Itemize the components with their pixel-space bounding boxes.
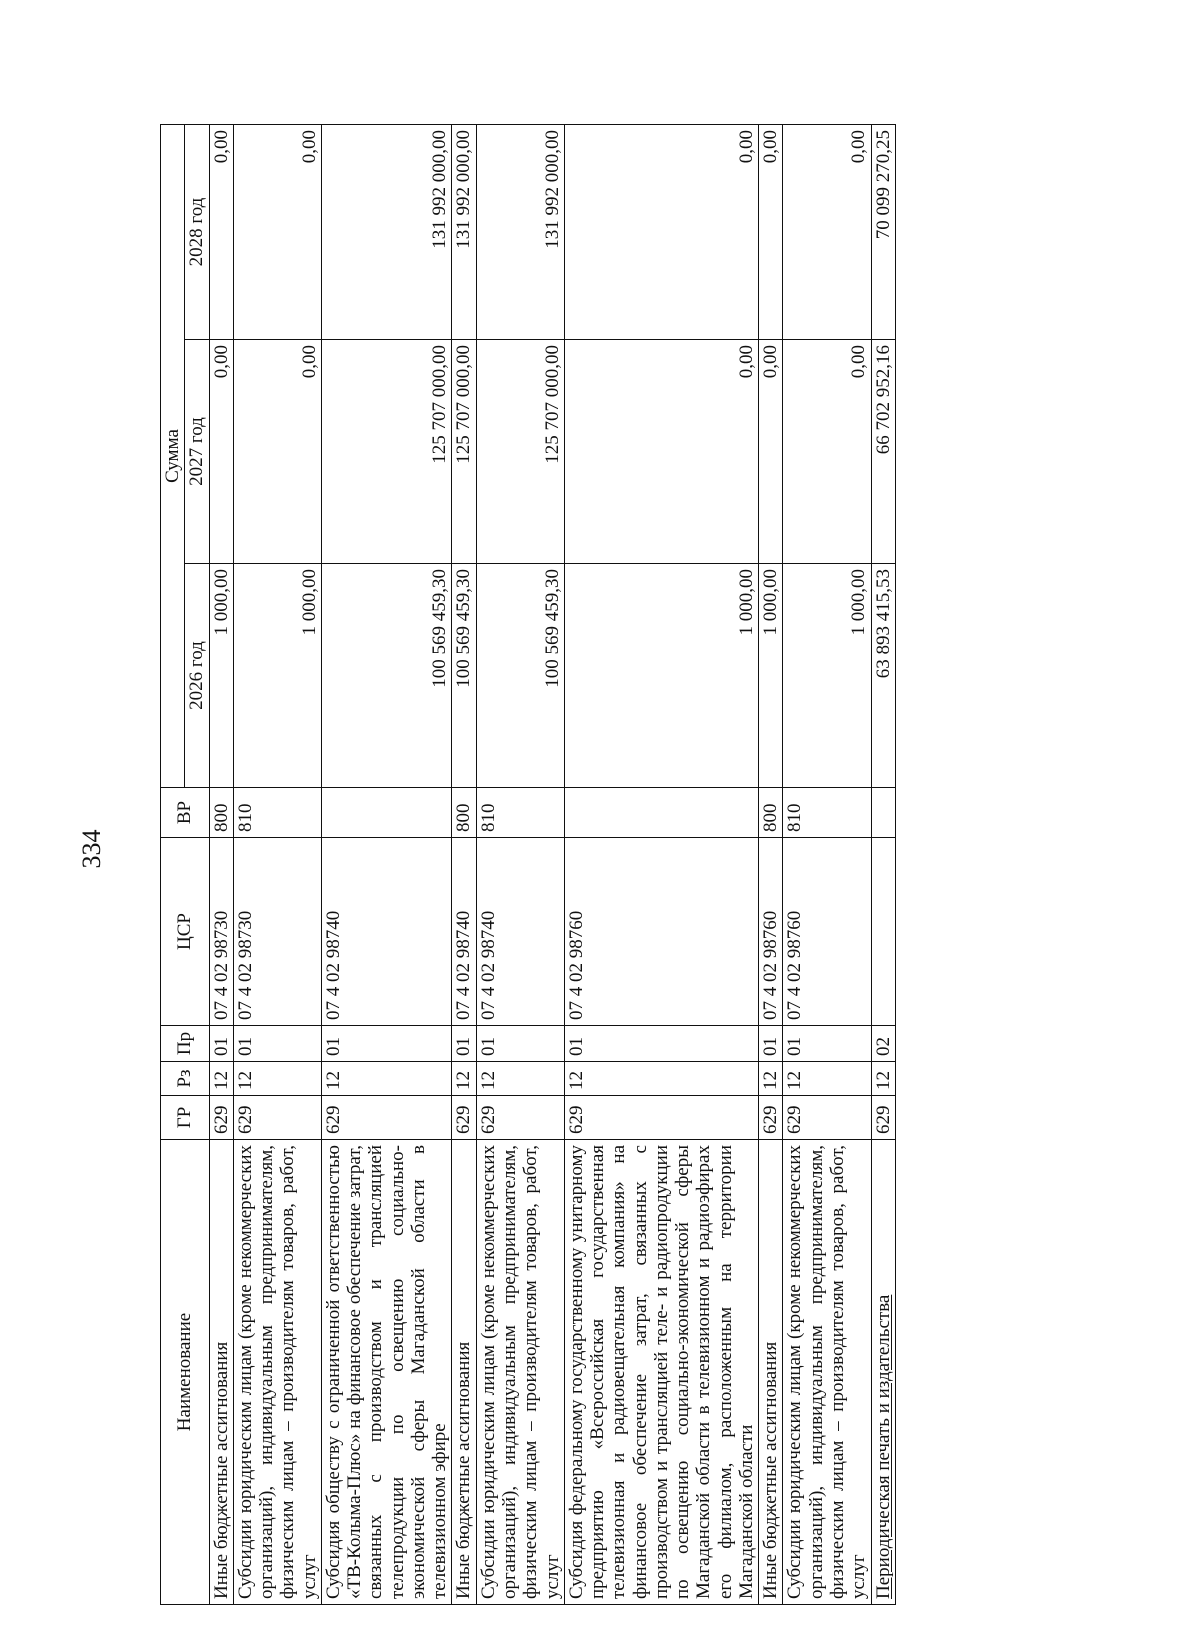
row-name: Субсидии юридическим лицам (кроме некоммерческих организаций), индивидуальным предпринимателям, физическим лицам – производителям товаров, работ, услуг	[233, 1140, 321, 1605]
row-sum-2028: 70 099 270,25	[871, 124, 895, 339]
row-csr: 07 4 02 98740	[476, 838, 564, 1026]
row-rz: 12	[452, 1062, 476, 1096]
row-sum-2026: 100 569 459,30	[476, 564, 564, 788]
row-vr: 810	[476, 788, 564, 838]
table-row	[783, 124, 871, 1604]
header-name: Наименование	[161, 1140, 210, 1605]
row-vr: 800	[452, 788, 476, 838]
row-csr: 07 4 02 98760	[783, 838, 871, 1026]
header-2026: 2026 год	[185, 564, 209, 788]
row-pr: 01	[452, 1026, 476, 1062]
row-rz: 12	[871, 1062, 895, 1096]
row-sum-2026: 63 893 415,53	[871, 564, 895, 788]
row-sum-2026: 1 000,00	[759, 564, 783, 788]
row-sum-2028: 0,00	[783, 124, 871, 339]
row-csr: 07 4 02 98760	[564, 838, 758, 1026]
row-csr	[871, 838, 895, 1026]
row-name: Субсидия федеральному государственному унитарному предприятию «Всероссийская государственная телевизионная и радиовещательная компания» на финансовое обеспечение затрат, связанных с производством и трансляцией теле- и радиопродукции по освещению социально-экономической сферы Магаданской области в телевизионном и радиоэфирах его филиалом, расположенным на территории Магаданской области	[564, 1140, 758, 1605]
row-vr: 810	[783, 788, 871, 838]
row-sum-2028: 0,00	[233, 124, 321, 339]
row-csr: 07 4 02 98730	[209, 838, 233, 1026]
row-sum-2026: 100 569 459,30	[321, 564, 452, 788]
row-pr: 01	[209, 1026, 233, 1062]
row-rz: 12	[321, 1062, 452, 1096]
row-sum-2026: 1 000,00	[783, 564, 871, 788]
row-sum-2028: 0,00	[759, 124, 783, 339]
row-name: Иные бюджетные ассигнования	[759, 1140, 783, 1605]
table-row	[452, 124, 476, 1604]
row-sum-2028: 131 992 000,00	[476, 124, 564, 339]
row-sum-2027: 0,00	[233, 340, 321, 564]
page-number: 334	[77, 829, 106, 869]
row-rz: 12	[233, 1062, 321, 1096]
row-sum-2026: 1 000,00	[564, 564, 758, 788]
row-gr: 629	[321, 1096, 452, 1140]
row-gr: 629	[209, 1096, 233, 1140]
row-rz: 12	[564, 1062, 758, 1096]
row-vr	[321, 788, 452, 838]
row-pr: 01	[233, 1026, 321, 1062]
header-rz: Рз	[161, 1062, 210, 1096]
header-gr: ГР	[161, 1096, 210, 1140]
row-gr: 629	[452, 1096, 476, 1140]
row-gr: 629	[233, 1096, 321, 1140]
budget-table	[160, 124, 896, 1605]
row-sum-2028: 0,00	[564, 124, 758, 339]
table-row	[233, 124, 321, 1604]
row-gr: 629	[564, 1096, 758, 1140]
row-name: Иные бюджетные ассигнования	[452, 1140, 476, 1605]
row-name: Иные бюджетные ассигнования	[209, 1140, 233, 1605]
row-sum-2027: 0,00	[564, 340, 758, 564]
row-name: Субсидия обществу с ограниченной ответственностью «ТВ-Колыма-Плюс» на финансовое обеспечение затрат, связанных с производством и трансляцией телепродукции по освещению социально-экономической сферы Магаданской области в телевизионном эфире	[321, 1140, 452, 1605]
row-sum-2026: 1 000,00	[209, 564, 233, 788]
row-sum-2028: 131 992 000,00	[452, 124, 476, 339]
row-gr: 629	[871, 1096, 895, 1140]
row-rz: 12	[209, 1062, 233, 1096]
header-vr: ВР	[161, 788, 210, 838]
row-sum-2027: 0,00	[783, 340, 871, 564]
header-sum: Сумма	[161, 124, 185, 787]
table-row	[476, 124, 564, 1604]
row-sum-2027: 125 707 000,00	[476, 340, 564, 564]
row-sum-2026: 1 000,00	[233, 564, 321, 788]
row-name: Субсидии юридическим лицам (кроме некоммерческих организаций), индивидуальным предпринимателям, физическим лицам – производителям товаров, работ, услуг	[476, 1140, 564, 1605]
table-row	[209, 124, 233, 1604]
row-rz: 12	[783, 1062, 871, 1096]
row-vr: 810	[233, 788, 321, 838]
row-pr: 01	[321, 1026, 452, 1062]
row-sum-2027: 66 702 952,16	[871, 340, 895, 564]
row-pr: 01	[476, 1026, 564, 1062]
row-sum-2027: 0,00	[209, 340, 233, 564]
row-csr: 07 4 02 98760	[759, 838, 783, 1026]
header-csr: ЦСР	[161, 838, 210, 1026]
row-csr: 07 4 02 98740	[321, 838, 452, 1026]
table-row	[759, 124, 783, 1604]
row-name: Периодическая печать и издательства	[871, 1140, 895, 1605]
row-vr	[871, 788, 895, 838]
row-sum-2027: 125 707 000,00	[452, 340, 476, 564]
table-row	[564, 124, 758, 1604]
row-vr	[564, 788, 758, 838]
row-gr: 629	[476, 1096, 564, 1140]
row-rz: 12	[476, 1062, 564, 1096]
table-row	[321, 124, 452, 1604]
rotated-page	[160, 125, 1090, 1605]
row-pr: 01	[759, 1026, 783, 1062]
row-csr: 07 4 02 98730	[233, 838, 321, 1026]
row-vr: 800	[759, 788, 783, 838]
row-sum-2028: 0,00	[209, 124, 233, 339]
row-vr: 800	[209, 788, 233, 838]
row-sum-2026: 100 569 459,30	[452, 564, 476, 788]
header-2027: 2027 год	[185, 340, 209, 564]
row-pr: 02	[871, 1026, 895, 1062]
header-2028: 2028 год	[185, 124, 209, 339]
row-name: Субсидии юридическим лицам (кроме некоммерческих организаций), индивидуальным предпринимателям, физическим лицам – производителям товаров, работ, услуг	[783, 1140, 871, 1605]
row-sum-2028: 131 992 000,00	[321, 124, 452, 339]
table-row	[871, 124, 895, 1604]
header-row-1	[161, 124, 185, 1604]
row-sum-2027: 0,00	[759, 340, 783, 564]
row-csr: 07 4 02 98740	[452, 838, 476, 1026]
row-rz: 12	[759, 1062, 783, 1096]
row-gr: 629	[783, 1096, 871, 1140]
row-pr: 01	[564, 1026, 758, 1062]
header-pr: Пр	[161, 1026, 210, 1062]
row-gr: 629	[759, 1096, 783, 1140]
row-sum-2027: 125 707 000,00	[321, 340, 452, 564]
row-pr: 01	[783, 1026, 871, 1062]
